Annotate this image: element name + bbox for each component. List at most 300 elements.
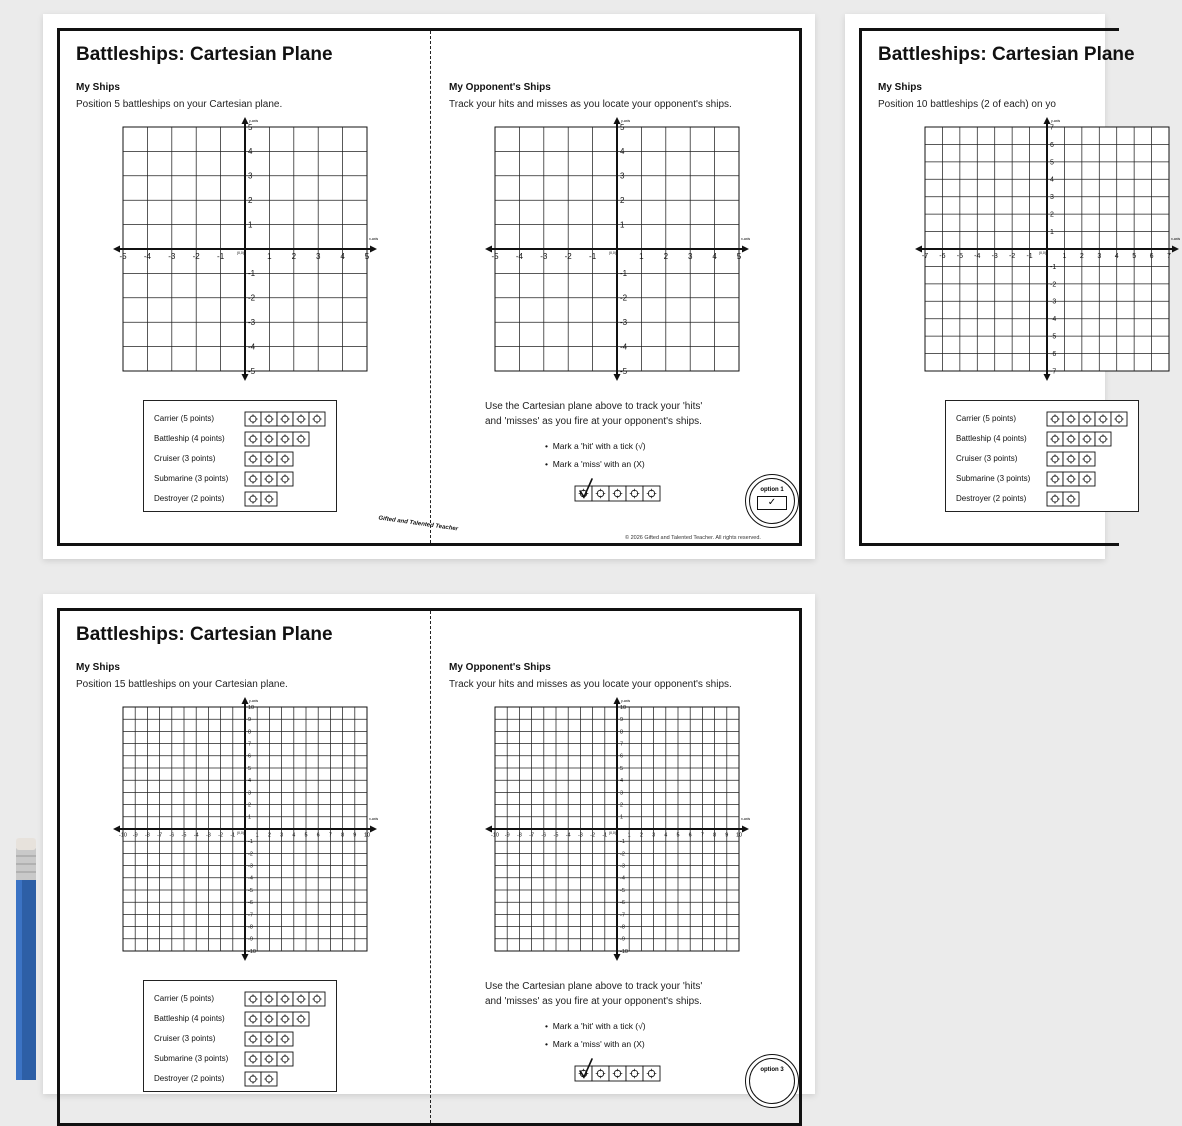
down-arrow-icon bbox=[614, 954, 621, 961]
y-tick-label: 5 bbox=[248, 765, 252, 772]
ship-cells[interactable] bbox=[244, 411, 326, 427]
opponent-ships-heading: My Opponent's Ships bbox=[449, 662, 551, 673]
y-tick-label: -2 bbox=[620, 293, 628, 303]
x-tick-label: 9 bbox=[353, 832, 357, 839]
tracker-cell bbox=[626, 486, 643, 501]
ship-cell bbox=[309, 412, 325, 426]
ship-label: Submarine (3 points) bbox=[154, 474, 229, 483]
ship-cell bbox=[245, 492, 261, 506]
ship-label: Battleship (4 points) bbox=[956, 434, 1027, 443]
x-tick-label: -4 bbox=[143, 252, 151, 261]
ship-cell bbox=[245, 1072, 261, 1086]
y-tick-label: -4 bbox=[1050, 316, 1057, 324]
my-ships-cartesian-grid[interactable] bbox=[110, 119, 380, 383]
x-tick-label: 6 bbox=[688, 832, 692, 839]
ship-label: Battleship (4 points) bbox=[154, 1014, 225, 1023]
tracker-cell bbox=[609, 486, 626, 501]
x-tick-label: 7 bbox=[1167, 253, 1171, 260]
y-tick-label: -3 bbox=[620, 863, 625, 870]
y-tick-label: 6 bbox=[620, 753, 624, 760]
ship-cells[interactable] bbox=[244, 1071, 278, 1087]
ship-cell bbox=[293, 992, 309, 1006]
ship-cell bbox=[1063, 412, 1079, 426]
x-tick-label: -8 bbox=[516, 832, 522, 839]
tracker-cell bbox=[592, 486, 609, 501]
y-tick-label: -10 bbox=[620, 948, 628, 955]
x-tick-label: -1 bbox=[230, 832, 236, 839]
x-tick-label: 2 bbox=[1079, 253, 1084, 260]
opponent-ships-heading: My Opponent's Ships bbox=[449, 82, 551, 93]
x-tick-label: -6 bbox=[541, 832, 547, 839]
hit-tracker-cells[interactable] bbox=[574, 476, 666, 504]
y-tick-label: 4 bbox=[248, 778, 252, 785]
y-tick-label: 9 bbox=[620, 717, 624, 724]
y-tick-label: 3 bbox=[620, 790, 624, 797]
y-tick-label: 5 bbox=[620, 765, 624, 772]
ship-cell bbox=[261, 492, 277, 506]
x-tick-label: -2 bbox=[192, 252, 200, 261]
right-arrow-icon bbox=[370, 826, 377, 833]
y-tick-label: 3 bbox=[248, 790, 252, 797]
my-ships-cartesian-grid[interactable] bbox=[912, 119, 1182, 383]
ship-label: Battleship (4 points) bbox=[154, 434, 225, 443]
y-tick-label: -3 bbox=[620, 318, 628, 327]
ship-label: Carrier (5 points) bbox=[154, 414, 215, 423]
ship-cells[interactable] bbox=[244, 491, 278, 507]
x-tick-label: -3 bbox=[991, 253, 998, 260]
x-tick-label: -7 bbox=[921, 253, 929, 260]
ship-cell bbox=[1047, 412, 1063, 426]
y-axis-label: y-axis bbox=[249, 119, 259, 123]
y-tick-label: 4 bbox=[620, 778, 624, 785]
ship-cell bbox=[277, 1032, 293, 1046]
miss-rule: • Mark a 'miss' with an (X) bbox=[545, 459, 645, 469]
y-axis-label: y-axis bbox=[249, 699, 259, 703]
x-tick-label: -6 bbox=[939, 253, 946, 260]
x-tick-label: -5 bbox=[119, 252, 127, 261]
y-tick-label: 1 bbox=[620, 220, 625, 230]
y-tick-label: 2 bbox=[620, 802, 624, 809]
y-tick-label: 4 bbox=[248, 147, 253, 157]
y-tick-label: 7 bbox=[620, 741, 624, 748]
x-tick-label: -5 bbox=[553, 832, 559, 839]
x-tick-label: -10 bbox=[119, 832, 127, 839]
ship-cell bbox=[245, 992, 261, 1006]
y-axis-label: y-axis bbox=[1051, 119, 1061, 123]
x-tick-label: 3 bbox=[687, 252, 693, 261]
ship-cell bbox=[1095, 432, 1111, 446]
y-tick-label: -1 bbox=[248, 269, 256, 279]
x-tick-label: 3 bbox=[652, 832, 656, 839]
ship-cell bbox=[245, 472, 261, 486]
up-arrow-icon bbox=[1044, 117, 1051, 124]
y-tick-label: -2 bbox=[248, 851, 253, 858]
x-tick-label: 7 bbox=[328, 832, 332, 839]
x-tick-label: -1 bbox=[1026, 253, 1033, 260]
x-tick-label: -6 bbox=[169, 832, 175, 839]
ship-cells[interactable] bbox=[1046, 411, 1128, 427]
brand-logo: Gifted and Talented Teacher bbox=[377, 515, 459, 533]
y-axis-label: y-axis bbox=[621, 699, 631, 703]
x-tick-label: 2 bbox=[267, 832, 271, 839]
x-tick-label: -1 bbox=[602, 832, 608, 839]
y-tick-label: 6 bbox=[1050, 141, 1054, 149]
ship-cell bbox=[261, 472, 277, 486]
ship-cell bbox=[277, 992, 293, 1006]
my-ships-heading: My Ships bbox=[76, 82, 120, 93]
y-tick-label: -1 bbox=[1050, 263, 1057, 271]
ship-label: Submarine (3 points) bbox=[956, 474, 1031, 483]
ship-label: Destroyer (2 points) bbox=[956, 494, 1027, 503]
x-tick-label: -2 bbox=[590, 832, 596, 839]
y-tick-label: 4 bbox=[1050, 176, 1054, 184]
x-tick-label: 5 bbox=[364, 252, 370, 261]
x-axis-label: x-axis bbox=[741, 237, 751, 241]
x-tick-label: 2 bbox=[639, 832, 643, 839]
ship-cell bbox=[277, 452, 293, 466]
x-tick-label: 3 bbox=[1097, 253, 1102, 260]
x-tick-label: -2 bbox=[564, 252, 572, 261]
tracker-cell bbox=[626, 1066, 643, 1081]
y-tick-label: 8 bbox=[248, 729, 252, 736]
y-tick-label: 1 bbox=[248, 220, 253, 230]
y-tick-label: 5 bbox=[620, 122, 625, 132]
ship-cell bbox=[1047, 452, 1063, 466]
my-ships-cartesian-grid[interactable] bbox=[110, 699, 380, 963]
x-tick-label: -3 bbox=[168, 252, 176, 261]
ship-cell bbox=[1047, 472, 1063, 486]
y-tick-label: -6 bbox=[1050, 351, 1057, 359]
y-tick-label: 2 bbox=[248, 196, 253, 205]
ship-cell bbox=[277, 1012, 293, 1026]
x-axis-label: x-axis bbox=[1171, 237, 1181, 241]
y-tick-label: -6 bbox=[248, 900, 253, 907]
ship-cell bbox=[261, 1052, 277, 1066]
x-tick-label: 4 bbox=[712, 252, 717, 261]
check-icon: ✓ bbox=[757, 496, 787, 510]
origin-label: (0,0) bbox=[1038, 251, 1046, 255]
x-tick-label: 1 bbox=[627, 832, 631, 839]
ship-label: Cruiser (3 points) bbox=[154, 1034, 216, 1043]
y-tick-label: -4 bbox=[620, 342, 628, 352]
ship-cell bbox=[1079, 412, 1095, 426]
ship-cells[interactable] bbox=[244, 431, 310, 447]
ship-cells[interactable] bbox=[244, 1031, 294, 1047]
ship-cell bbox=[1079, 472, 1095, 486]
hit-rule: • Mark a 'hit' with a tick (√) bbox=[545, 1021, 646, 1031]
ship-label: Carrier (5 points) bbox=[956, 414, 1017, 423]
y-tick-label: -3 bbox=[1050, 298, 1057, 306]
tracking-instructions: Use the Cartesian plane above to track your 'hits' and 'misses' as you fire at your opponent's ships. bbox=[485, 401, 703, 427]
y-tick-label: -3 bbox=[248, 318, 256, 327]
ship-legend bbox=[143, 400, 337, 512]
y-tick-label: -1 bbox=[248, 839, 253, 846]
ship-cells[interactable] bbox=[244, 1051, 294, 1067]
ship-cell bbox=[261, 992, 277, 1006]
y-tick-label: -9 bbox=[248, 936, 253, 943]
ship-cell bbox=[1111, 412, 1127, 426]
right-arrow-icon bbox=[370, 246, 377, 253]
ship-label: Submarine (3 points) bbox=[154, 1054, 229, 1063]
left-arrow-icon bbox=[915, 246, 922, 253]
origin-label: (0,0) bbox=[236, 251, 244, 255]
x-tick-label: 4 bbox=[1114, 253, 1119, 260]
x-tick-label: -7 bbox=[529, 832, 535, 839]
x-tick-label: -2 bbox=[1009, 253, 1016, 260]
x-tick-label: -3 bbox=[577, 832, 583, 839]
y-tick-label: 8 bbox=[620, 729, 624, 736]
x-axis-label: x-axis bbox=[369, 237, 379, 241]
x-tick-label: 5 bbox=[676, 832, 680, 839]
my-ships-instructions: Position 15 battleships on your Cartesian plane. bbox=[76, 679, 288, 690]
ship-cell bbox=[1063, 432, 1079, 446]
ship-cell bbox=[1079, 432, 1095, 446]
worksheet-border bbox=[57, 28, 802, 546]
right-arrow-icon bbox=[742, 246, 749, 253]
right-arrow-icon bbox=[742, 826, 749, 833]
x-tick-label: 1 bbox=[639, 252, 644, 261]
x-tick-label: 6 bbox=[316, 832, 320, 839]
y-tick-label: -2 bbox=[248, 293, 256, 303]
ship-cells[interactable] bbox=[244, 451, 294, 467]
y-tick-label: -8 bbox=[248, 924, 253, 931]
y-tick-label: -5 bbox=[248, 887, 253, 894]
ship-label: Cruiser (3 points) bbox=[154, 454, 216, 463]
x-tick-label: -4 bbox=[515, 252, 523, 261]
ship-label: Destroyer (2 points) bbox=[154, 1074, 225, 1083]
cut-line bbox=[430, 611, 431, 1123]
y-tick-label: 5 bbox=[248, 122, 253, 132]
option-badge: option 1 ✓ bbox=[745, 474, 799, 528]
ship-label: Cruiser (3 points) bbox=[956, 454, 1018, 463]
x-tick-label: -9 bbox=[504, 832, 510, 839]
ship-cell bbox=[245, 1032, 261, 1046]
tracker-cell bbox=[575, 1066, 592, 1081]
tracker-cell bbox=[592, 1066, 609, 1081]
ship-cell bbox=[293, 412, 309, 426]
opponent-cartesian-grid[interactable] bbox=[482, 119, 752, 383]
worksheet-option-1 bbox=[43, 14, 815, 559]
x-tick-label: -7 bbox=[157, 832, 163, 839]
y-tick-label: -4 bbox=[248, 342, 256, 352]
worksheet-title: Battleships: Cartesian Plane bbox=[76, 624, 333, 645]
x-tick-label: 4 bbox=[664, 832, 668, 839]
tracker-cell bbox=[609, 1066, 626, 1081]
x-tick-label: 3 bbox=[280, 832, 284, 839]
ship-cell bbox=[1095, 412, 1111, 426]
ship-cell bbox=[277, 412, 293, 426]
x-tick-label: -5 bbox=[956, 253, 963, 260]
y-tick-label: 10 bbox=[620, 704, 627, 711]
x-tick-label: 1 bbox=[255, 832, 259, 839]
y-tick-label: 2 bbox=[620, 196, 625, 205]
y-tick-label: 2 bbox=[248, 802, 252, 809]
tracker-cell bbox=[575, 486, 592, 501]
x-tick-label: 10 bbox=[363, 832, 371, 839]
origin-label: (0,0) bbox=[236, 831, 244, 835]
x-axis-label: x-axis bbox=[741, 817, 751, 821]
y-tick-label: 10 bbox=[248, 704, 255, 711]
my-ships-heading: My Ships bbox=[76, 662, 120, 673]
my-ships-heading: My Ships bbox=[878, 82, 922, 93]
ship-cell bbox=[261, 412, 277, 426]
y-tick-label: 7 bbox=[248, 741, 252, 748]
x-tick-label: -5 bbox=[181, 832, 187, 839]
x-tick-label: -5 bbox=[491, 252, 499, 261]
right-arrow-icon bbox=[1172, 246, 1179, 253]
ship-cell bbox=[245, 432, 261, 446]
y-tick-label: 1 bbox=[620, 814, 624, 821]
ship-cell bbox=[277, 1052, 293, 1066]
x-tick-label: 3 bbox=[315, 252, 321, 261]
y-tick-label: -5 bbox=[248, 366, 256, 376]
x-tick-label: 4 bbox=[292, 832, 296, 839]
ship-cell bbox=[1079, 452, 1095, 466]
y-tick-label: 2 bbox=[1050, 211, 1054, 219]
x-tick-label: -10 bbox=[491, 832, 499, 839]
ship-cell bbox=[293, 1012, 309, 1026]
miss-rule: • Mark a 'miss' with an (X) bbox=[545, 1039, 645, 1049]
x-tick-label: 10 bbox=[735, 832, 743, 839]
worksheet-border bbox=[57, 608, 802, 1126]
ship-cell bbox=[1063, 492, 1079, 506]
x-tick-label: 8 bbox=[713, 832, 717, 839]
y-tick-label: -4 bbox=[620, 875, 625, 882]
copyright-text: © 2026 Gifted and Talented Teacher. All rights reserved. bbox=[625, 535, 761, 541]
y-tick-label: 6 bbox=[248, 753, 252, 760]
ship-cell bbox=[277, 472, 293, 486]
opponent-ships-instructions: Track your hits and misses as you locate your opponent's ships. bbox=[449, 679, 732, 690]
x-tick-label: -8 bbox=[144, 832, 150, 839]
x-tick-label: -1 bbox=[589, 252, 597, 261]
opponent-ships-instructions: Track your hits and misses as you locate your opponent's ships. bbox=[449, 99, 732, 110]
tracker-cell bbox=[643, 486, 660, 501]
y-tick-label: 1 bbox=[248, 814, 252, 821]
y-tick-label: -1 bbox=[620, 839, 625, 846]
x-tick-label: 4 bbox=[340, 252, 345, 261]
x-tick-label: 2 bbox=[663, 252, 669, 261]
left-arrow-icon bbox=[113, 826, 120, 833]
ship-cell bbox=[277, 432, 293, 446]
worksheet-option-3 bbox=[43, 594, 815, 1094]
x-tick-label: -9 bbox=[132, 832, 138, 839]
y-tick-label: 9 bbox=[248, 717, 252, 724]
ship-cells[interactable] bbox=[244, 471, 294, 487]
ship-cell bbox=[261, 1032, 277, 1046]
origin-label: (0,0) bbox=[608, 831, 616, 835]
x-tick-label: 1 bbox=[1062, 253, 1067, 260]
y-tick-label: 3 bbox=[1050, 194, 1054, 202]
origin-label: (0,0) bbox=[608, 251, 616, 255]
ship-cells[interactable] bbox=[244, 1011, 310, 1027]
ship-cells[interactable] bbox=[1046, 471, 1096, 487]
y-tick-label: -4 bbox=[248, 875, 253, 882]
y-tick-label: 3 bbox=[620, 171, 625, 181]
x-axis-label: x-axis bbox=[369, 817, 379, 821]
x-tick-label: -3 bbox=[205, 832, 211, 839]
x-tick-label: 5 bbox=[736, 252, 742, 261]
x-tick-label: 2 bbox=[291, 252, 297, 261]
y-tick-label: -5 bbox=[620, 366, 628, 376]
x-tick-label: 9 bbox=[725, 832, 729, 839]
ship-cell bbox=[245, 452, 261, 466]
down-arrow-icon bbox=[242, 954, 249, 961]
ship-cell bbox=[261, 432, 277, 446]
x-tick-label: 1 bbox=[267, 252, 272, 261]
ship-cell bbox=[245, 1012, 261, 1026]
x-tick-label: 5 bbox=[304, 832, 308, 839]
y-tick-label: 3 bbox=[248, 171, 253, 181]
y-tick-label: -7 bbox=[620, 912, 625, 919]
x-tick-label: 8 bbox=[341, 832, 345, 839]
ship-cells[interactable] bbox=[1046, 431, 1112, 447]
ship-cell bbox=[1047, 432, 1063, 446]
x-tick-label: -4 bbox=[974, 253, 981, 260]
ship-cells[interactable] bbox=[1046, 491, 1080, 507]
option-badge: option 3 bbox=[745, 1054, 799, 1108]
ship-cell bbox=[261, 452, 277, 466]
y-tick-label: -3 bbox=[248, 863, 253, 870]
x-tick-label: -3 bbox=[540, 252, 548, 261]
ship-cell bbox=[1063, 472, 1079, 486]
y-tick-label: -6 bbox=[620, 900, 625, 907]
worksheet-title: Battleships: Cartesian Plane bbox=[76, 44, 333, 65]
y-tick-label: -5 bbox=[1050, 333, 1057, 341]
y-tick-label: -7 bbox=[248, 912, 253, 919]
tracker-cell bbox=[643, 1066, 660, 1081]
y-tick-label: -1 bbox=[620, 269, 628, 279]
y-tick-label: -2 bbox=[620, 851, 625, 858]
ship-cell bbox=[245, 412, 261, 426]
ship-cell bbox=[1047, 492, 1063, 506]
ship-legend bbox=[143, 980, 337, 1092]
my-ships-instructions: Position 5 battleships on your Cartesian plane. bbox=[76, 99, 283, 110]
ship-cell bbox=[261, 1072, 277, 1086]
cut-line bbox=[430, 31, 431, 543]
ship-cell bbox=[261, 1012, 277, 1026]
ship-cells[interactable] bbox=[244, 991, 326, 1007]
opponent-cartesian-grid[interactable] bbox=[482, 699, 752, 963]
x-tick-label: 6 bbox=[1149, 253, 1154, 260]
x-tick-label: -2 bbox=[218, 832, 224, 839]
my-ships-instructions: Position 10 battleships (2 of each) on yo bbox=[878, 99, 1056, 110]
x-tick-label: 7 bbox=[700, 832, 704, 839]
y-tick-label: 4 bbox=[620, 147, 625, 157]
x-tick-label: 5 bbox=[1132, 253, 1137, 260]
ship-cells[interactable] bbox=[1046, 451, 1096, 467]
tracking-instructions: Use the Cartesian plane above to track your 'hits' and 'misses' as you fire at your opponent's ships. bbox=[485, 981, 703, 1007]
up-arrow-icon bbox=[614, 697, 621, 704]
y-tick-label: 1 bbox=[1050, 229, 1054, 237]
ship-legend bbox=[945, 400, 1139, 512]
worksheet-title: Battleships: Cartesian Plane bbox=[878, 44, 1135, 65]
ship-label: Carrier (5 points) bbox=[154, 994, 215, 1003]
ship-cell bbox=[245, 1052, 261, 1066]
ship-cell bbox=[309, 992, 325, 1006]
left-arrow-icon bbox=[485, 826, 492, 833]
y-tick-label: -7 bbox=[1050, 368, 1057, 376]
x-tick-label: -4 bbox=[565, 832, 571, 839]
up-arrow-icon bbox=[242, 697, 249, 704]
y-tick-label: -5 bbox=[620, 887, 625, 894]
ship-label: Destroyer (2 points) bbox=[154, 494, 225, 503]
x-tick-label: -1 bbox=[217, 252, 225, 261]
ship-cell bbox=[1063, 452, 1079, 466]
hit-tracker-cells[interactable] bbox=[574, 1056, 666, 1084]
y-tick-label: -9 bbox=[620, 936, 625, 943]
worksheet-border bbox=[859, 28, 1181, 546]
y-tick-label: 5 bbox=[1050, 159, 1054, 167]
